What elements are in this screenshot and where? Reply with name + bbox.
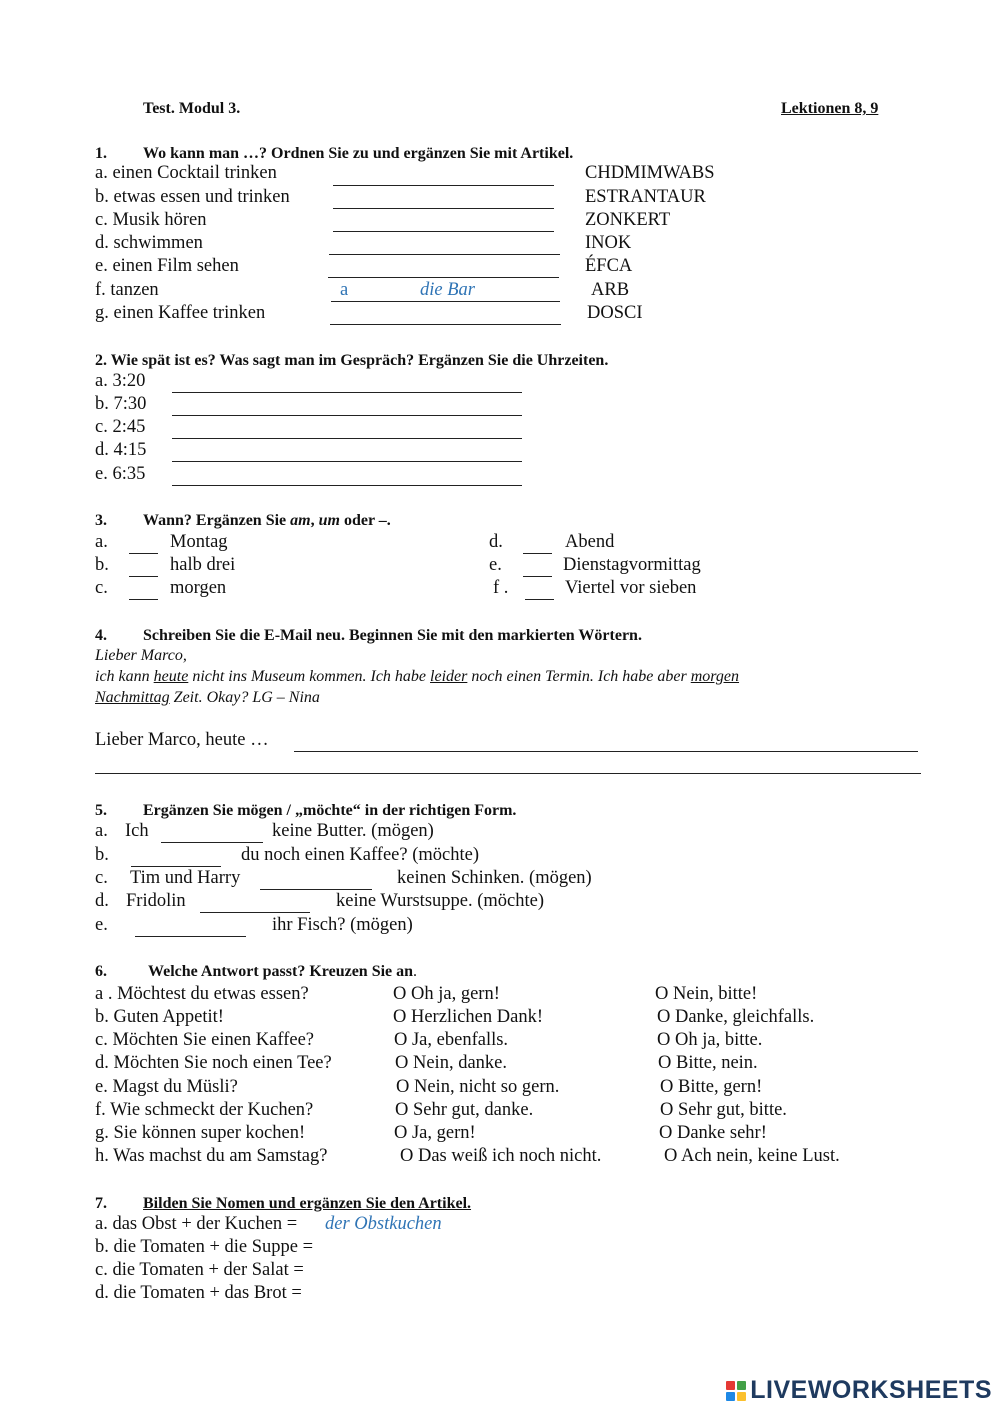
s1-blank-b[interactable] xyxy=(333,193,554,209)
s6-question-d: d. Möchten Sie noch einen Tee? xyxy=(95,1053,332,1073)
s1-title: Wo kann man …? Ordnen Sie zu und ergänzen Sie mit Artikel. xyxy=(143,145,574,162)
s1-label-b: b. etwas essen und trinken xyxy=(95,187,290,207)
s1-label-f: f. tanzen xyxy=(95,280,159,300)
s2-blank-b[interactable] xyxy=(172,400,522,416)
s1-blank-e[interactable] xyxy=(328,262,559,278)
s5-number: 5. xyxy=(95,802,107,819)
s3-word-b: halb drei xyxy=(170,555,236,575)
s7-item-d: d. die Tomaten + das Brot = xyxy=(95,1283,302,1303)
s6-question-g: g. Sie können super kochen! xyxy=(95,1123,306,1143)
page-title: Test. Modul 3. xyxy=(143,100,241,117)
s1-scramble-a: CHDMIMWABS xyxy=(585,163,715,183)
s3-letter-a: a. xyxy=(95,532,108,552)
logo-square-1 xyxy=(726,1381,735,1390)
s3-word-e: Dienstagvormittag xyxy=(563,555,701,575)
s2-time-a: a. 3:20 xyxy=(95,371,146,391)
s3-number: 3. xyxy=(95,512,107,529)
s1-label-a: a. einen Cocktail trinken xyxy=(95,163,277,183)
s1-scramble-b: ESTRANTAUR xyxy=(585,187,706,207)
s1-label-e: e. einen Film sehen xyxy=(95,256,239,276)
s5-blank-c[interactable] xyxy=(260,874,372,890)
s5-blank-e[interactable] xyxy=(135,921,246,937)
s5-post-c: keinen Schinken. (mögen) xyxy=(397,868,592,888)
s6-option-g1[interactable]: O Ja, gern! xyxy=(394,1123,476,1143)
s3-letter-c: c. xyxy=(95,578,108,598)
s1-scramble-c: ZONKERT xyxy=(585,210,671,230)
s1-number: 1. xyxy=(95,145,107,162)
s1-scramble-d: INOK xyxy=(585,233,632,253)
logo-square-3 xyxy=(726,1392,735,1401)
s4-start-text: Lieber Marco, heute … xyxy=(95,730,269,750)
s1-blank-a[interactable] xyxy=(333,170,554,186)
s6-question-h: h. Was machst du am Samstag? xyxy=(95,1146,328,1166)
s6-option-h2[interactable]: O Ach nein, keine Lust. xyxy=(664,1146,840,1166)
s6-question-f: f. Wie schmeckt der Kuchen? xyxy=(95,1100,314,1120)
s6-option-d1[interactable]: O Nein, danke. xyxy=(395,1053,507,1073)
s1-scramble-g: DOSCI xyxy=(587,303,643,323)
s3-blank-c[interactable] xyxy=(129,584,158,600)
s4-number: 4. xyxy=(95,627,107,644)
s2-time-e: e. 6:35 xyxy=(95,464,146,484)
s7-item-b: b. die Tomaten + die Suppe = xyxy=(95,1237,314,1257)
s1-blank-c[interactable] xyxy=(333,216,554,232)
s3-blank-f[interactable] xyxy=(525,584,554,600)
s6-option-b1[interactable]: O Herzlichen Dank! xyxy=(393,1007,543,1027)
logo-square-2 xyxy=(737,1381,746,1390)
s2-blank-e[interactable] xyxy=(172,470,522,486)
s5-letter-a: a. xyxy=(95,821,108,841)
s6-option-c2[interactable]: O Oh ja, bitte. xyxy=(657,1030,763,1050)
s4-email-line1: ich kann heute nicht ins Museum kommen. Ich habe leider noch einen Termin. Ich habe aber morgen xyxy=(95,668,740,685)
s7-item-a: a. das Obst + der Kuchen = xyxy=(95,1214,298,1234)
s6-question-a: a . Möchtest du etwas essen? xyxy=(95,984,309,1004)
s2-blank-c[interactable] xyxy=(172,423,522,439)
s3-blank-e[interactable] xyxy=(523,561,552,577)
lessons-label: Lektionen 8, 9 xyxy=(781,100,879,117)
s1-answer-f-text: die Bar xyxy=(420,280,475,300)
s1-label-c: c. Musik hören xyxy=(95,210,207,230)
s5-pre-a: Ich xyxy=(125,821,149,841)
s4-title: Schreiben Sie die E-Mail neu. Beginnen Sie mit den markierten Wörtern. xyxy=(143,627,642,644)
s5-post-d: keine Wurstsuppe. (möchte) xyxy=(336,891,545,911)
s6-title: Welche Antwort passt? Kreuzen Sie an. xyxy=(148,963,418,980)
s3-blank-d[interactable] xyxy=(523,538,552,554)
s3-blank-b[interactable] xyxy=(129,561,158,577)
s1-answer-f-letter: a xyxy=(340,280,349,300)
s3-letter-d: d. xyxy=(489,532,503,552)
s3-letter-f: f . xyxy=(493,578,509,598)
s6-number: 6. xyxy=(95,963,107,980)
s6-question-b: b. Guten Appetit! xyxy=(95,1007,224,1027)
s2-blank-d[interactable] xyxy=(172,446,522,462)
s1-blank-g[interactable] xyxy=(330,309,561,325)
s2-time-c: c. 2:45 xyxy=(95,417,146,437)
s6-option-a2[interactable]: O Nein, bitte! xyxy=(655,984,758,1004)
s4-answer-line-1[interactable] xyxy=(294,736,918,752)
s5-pre-c: Tim und Harry xyxy=(130,868,241,888)
s5-post-b: du noch einen Kaffee? (möchte) xyxy=(241,845,479,865)
s6-option-f2[interactable]: O Sehr gut, bitte. xyxy=(660,1100,787,1120)
s5-letter-c: c. xyxy=(95,868,108,888)
s5-blank-d[interactable] xyxy=(200,897,310,913)
s7-title: Bilden Sie Nomen und ergänzen Sie den Artikel. xyxy=(143,1195,472,1212)
s7-answer-a[interactable]: der Obstkuchen xyxy=(325,1214,442,1234)
s3-word-c: morgen xyxy=(170,578,227,598)
s6-option-f1[interactable]: O Sehr gut, danke. xyxy=(395,1100,534,1120)
s5-letter-e: e. xyxy=(95,915,108,935)
s3-title: Wann? Ergänzen Sie am, um oder –. xyxy=(143,512,391,529)
s3-letter-b: b. xyxy=(95,555,109,575)
s6-option-g2[interactable]: O Danke sehr! xyxy=(659,1123,767,1143)
s3-word-a: Montag xyxy=(170,532,228,552)
liveworksheets-mark-icon xyxy=(726,1381,746,1401)
s6-option-d2[interactable]: O Bitte, nein. xyxy=(658,1053,758,1073)
s3-word-d: Abend xyxy=(565,532,615,552)
s5-letter-d: d. xyxy=(95,891,109,911)
s5-blank-b[interactable] xyxy=(131,851,221,867)
s4-email-line2: Nachmittag Zeit. Okay? LG – Nina xyxy=(95,689,320,706)
s5-blank-a[interactable] xyxy=(161,827,263,843)
s4-answer-line-2[interactable] xyxy=(95,758,921,774)
s4-email-greeting: Lieber Marco, xyxy=(95,647,187,664)
s5-pre-d: Fridolin xyxy=(126,891,186,911)
s2-blank-a[interactable] xyxy=(172,377,522,393)
s1-label-g: g. einen Kaffee trinken xyxy=(95,303,266,323)
s5-post-e: ihr Fisch? (mögen) xyxy=(272,915,413,935)
s6-option-a1[interactable]: O Oh ja, gern! xyxy=(393,984,500,1004)
s6-option-h1[interactable]: O Das weiß ich noch nicht. xyxy=(400,1146,602,1166)
s6-question-e: e. Magst du Müsli? xyxy=(95,1077,238,1097)
s1-label-d: d. schwimmen xyxy=(95,233,203,253)
s2-title: 2. Wie spät ist es? Was sagt man im Gespräch? Ergänzen Sie die Uhrzeiten. xyxy=(95,352,609,369)
s2-time-b: b. 7:30 xyxy=(95,394,147,414)
s6-option-c1[interactable]: O Ja, ebenfalls. xyxy=(394,1030,509,1050)
s3-blank-a[interactable] xyxy=(129,538,158,554)
s1-scramble-f: ARB xyxy=(591,280,630,300)
s6-question-c: c. Möchten Sie einen Kaffee? xyxy=(95,1030,314,1050)
logo-text: LIVEWORKSHEETS xyxy=(750,1376,992,1404)
s1-blank-d[interactable] xyxy=(329,239,560,255)
s7-item-c: c. die Tomaten + der Salat = xyxy=(95,1260,304,1280)
s3-word-f: Viertel vor sieben xyxy=(565,578,697,598)
s2-time-d: d. 4:15 xyxy=(95,440,147,460)
s5-post-a: keine Butter. (mögen) xyxy=(272,821,434,841)
s1-scramble-e: ÉFCA xyxy=(585,256,633,276)
s7-number: 7. xyxy=(95,1195,107,1212)
s6-option-b2[interactable]: O Danke, gleichfalls. xyxy=(657,1007,815,1027)
s6-option-e2[interactable]: O Bitte, gern! xyxy=(660,1077,763,1097)
logo-square-4 xyxy=(737,1392,746,1401)
s6-option-e1[interactable]: O Nein, nicht so gern. xyxy=(396,1077,560,1097)
s3-letter-e: e. xyxy=(489,555,502,575)
liveworksheets-logo xyxy=(726,1376,992,1405)
s5-title: Ergänzen Sie mögen / „möchte“ in der richtigen Form. xyxy=(143,802,517,819)
s5-letter-b: b. xyxy=(95,845,109,865)
